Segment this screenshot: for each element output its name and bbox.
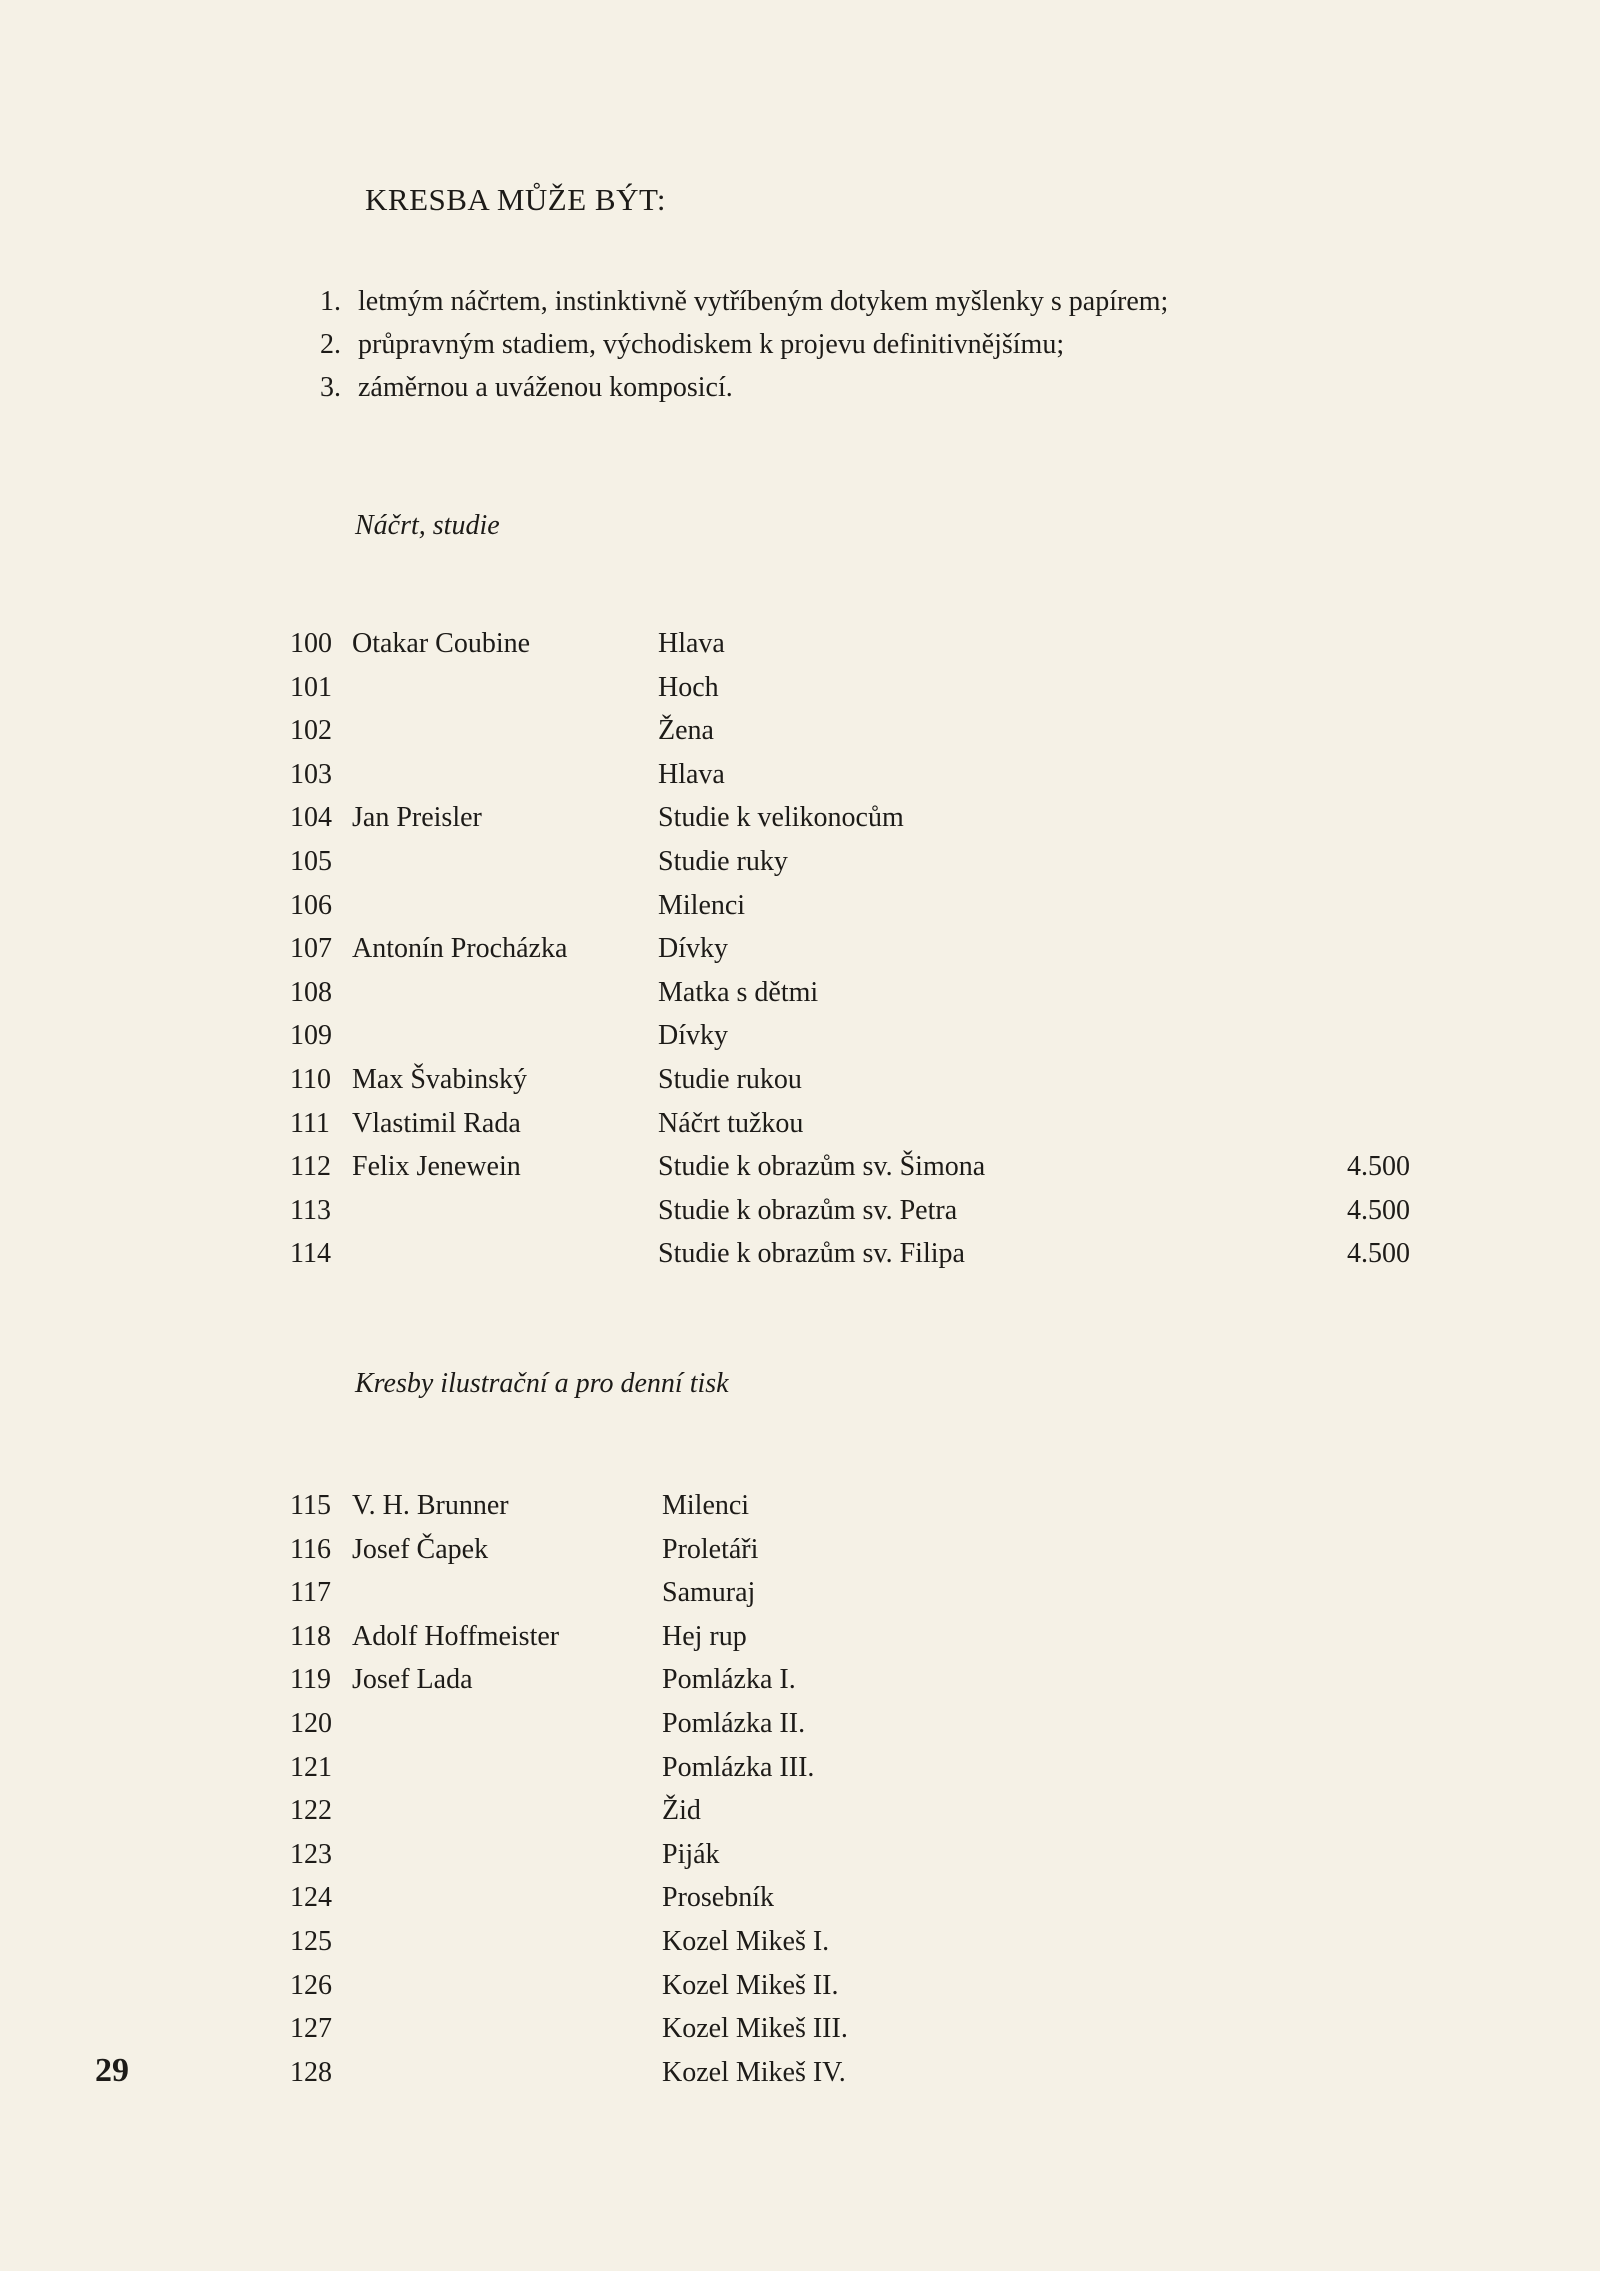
table-row xyxy=(290,1232,1410,1276)
table-row xyxy=(290,1702,1410,1746)
catalog-artist: Josef Lada xyxy=(352,1664,473,1696)
table-row xyxy=(290,753,1410,797)
intro-item-number: 3. xyxy=(320,372,341,403)
catalog-num: 116 xyxy=(290,1533,331,1565)
intro-item-number: 2. xyxy=(320,329,341,360)
table-row xyxy=(290,796,1410,840)
catalog-work: Kozel Mikeš III. xyxy=(662,2013,848,2045)
catalog-price: 4.500 xyxy=(1347,1194,1410,1226)
catalog-num: 109 xyxy=(290,1020,332,1052)
catalog-num: 111 xyxy=(290,1107,330,1139)
catalog-num: 119 xyxy=(290,1664,331,1696)
catalog-num: 125 xyxy=(290,1925,332,1957)
catalog-artist: Felix Jenewein xyxy=(352,1151,521,1183)
table-row xyxy=(290,1484,1410,1528)
table-row xyxy=(290,709,1410,753)
catalog-work: Dívky xyxy=(658,1020,728,1052)
catalog-num: 110 xyxy=(290,1063,331,1095)
catalog-work: Prosebník xyxy=(662,1882,774,1914)
intro-item-text: průpravným stadiem, východiskem k projevu definitivnějšímu; xyxy=(358,329,1065,360)
catalog-num: 107 xyxy=(290,933,332,965)
catalog-artist: Jan Preisler xyxy=(352,802,482,834)
table-row xyxy=(290,666,1410,710)
catalog-work: Pomlázka II. xyxy=(662,1707,806,1739)
catalog-num: 104 xyxy=(290,802,332,834)
catalog-work: Hlava xyxy=(658,758,725,790)
table-row xyxy=(290,1746,1410,1790)
catalog-num: 120 xyxy=(290,1707,332,1739)
table-row xyxy=(290,840,1410,884)
catalog-num: 124 xyxy=(290,1882,332,1914)
table-row xyxy=(290,927,1410,971)
catalog-work: Piják xyxy=(662,1838,720,1870)
catalog-work: Žid xyxy=(662,1795,701,1827)
table-row xyxy=(290,1571,1410,1615)
section-title-sketches: Náčrt, studie xyxy=(355,510,500,541)
catalog-num: 101 xyxy=(290,671,332,703)
catalog-artist: Otakar Coubine xyxy=(352,628,531,659)
section-title-illustrations: Kresby ilustrační a pro denní tisk xyxy=(355,1368,729,1399)
catalog-work: Hoch xyxy=(658,671,719,703)
catalog-num: 112 xyxy=(290,1151,331,1183)
table-row xyxy=(290,1058,1410,1102)
table-row xyxy=(290,971,1410,1015)
catalog-work: Hlava xyxy=(658,628,725,659)
catalog-num: 128 xyxy=(290,2056,332,2088)
table-row xyxy=(290,1014,1410,1058)
intro-item xyxy=(320,286,1168,318)
catalog-work: Milenci xyxy=(658,889,746,921)
table-row xyxy=(290,1658,1410,1702)
catalog-num: 102 xyxy=(290,715,332,747)
catalog-num: 100 xyxy=(290,628,332,659)
table-row xyxy=(290,1102,1410,1146)
catalog-work: Pomlázka III. xyxy=(662,1751,815,1783)
table-row xyxy=(290,1189,1410,1233)
catalog-price: 4.500 xyxy=(1347,1238,1410,1270)
catalog-num: 117 xyxy=(290,1577,331,1609)
catalog-work: Dívky xyxy=(658,933,728,965)
catalog-work: Studie k velikonocům xyxy=(658,802,904,834)
table-row xyxy=(290,1789,1410,1833)
table-row xyxy=(290,1876,1410,1920)
intro-item xyxy=(320,329,1064,361)
table-row xyxy=(290,884,1410,928)
catalog-artist: Vlastimil Rada xyxy=(352,1107,521,1139)
intro-item-number: 1. xyxy=(320,286,341,317)
intro-item xyxy=(320,372,733,404)
catalog-work: Kozel Mikeš II. xyxy=(662,1969,839,2001)
catalog-work: Kozel Mikeš I. xyxy=(662,1925,830,1957)
catalog-artist: Josef Čapek xyxy=(352,1533,489,1565)
catalog-num: 113 xyxy=(290,1194,331,1226)
catalog-num: 103 xyxy=(290,758,332,790)
catalog-artist: Antonín Procházka xyxy=(352,933,568,965)
table-row xyxy=(290,1833,1410,1877)
catalog-num: 114 xyxy=(290,1238,331,1270)
catalog-num: 123 xyxy=(290,1838,332,1870)
catalog-num: 108 xyxy=(290,976,332,1008)
catalog-num: 126 xyxy=(290,1969,332,2001)
catalog-num: 118 xyxy=(290,1620,331,1652)
page-heading: KRESBA MŮŽE BÝT: xyxy=(365,182,666,217)
catalog-work: Hej rup xyxy=(662,1620,747,1652)
intro-item-text: letmým náčrtem, instinktivně vytříbeným dotykem myšlenky s papírem; xyxy=(358,286,1169,317)
catalog-work: Studie k obrazům sv. Petra xyxy=(658,1194,958,1226)
catalog-artist: Adolf Hoffmeister xyxy=(352,1620,560,1652)
catalog-work: Žena xyxy=(658,715,714,747)
table-row xyxy=(290,1528,1410,1572)
catalog-work: Studie ruky xyxy=(658,845,788,877)
catalog-num: 122 xyxy=(290,1795,332,1827)
table-row xyxy=(290,2051,1410,2095)
catalog-work: Kozel Mikeš IV. xyxy=(662,2056,846,2088)
table-row xyxy=(290,1145,1410,1189)
catalog-price: 4.500 xyxy=(1347,1151,1410,1183)
intro-item-text: záměrnou a uváženou komposicí. xyxy=(358,372,733,403)
catalog-table-illustrations xyxy=(290,1484,1410,2094)
catalog-work: Pomlázka I. xyxy=(662,1664,796,1696)
catalog-work: Proletáři xyxy=(662,1533,759,1565)
catalog-num: 106 xyxy=(290,889,332,921)
page-number: 29 xyxy=(95,2052,129,2089)
catalog-work: Náčrt tužkou xyxy=(658,1107,804,1139)
catalog-work: Milenci xyxy=(662,1490,750,1521)
catalog-num: 121 xyxy=(290,1751,332,1783)
table-row xyxy=(290,1920,1410,1964)
catalog-work: Studie k obrazům sv. Filipa xyxy=(658,1238,965,1270)
catalog-table-sketches xyxy=(290,622,1410,1276)
catalog-num: 127 xyxy=(290,2013,332,2045)
catalog-work: Studie k obrazům sv. Šimona xyxy=(658,1151,986,1183)
catalog-artist: Max Švabinský xyxy=(352,1063,527,1095)
table-row xyxy=(290,2007,1410,2051)
catalog-work: Matka s dětmi xyxy=(658,976,819,1008)
catalog-num: 115 xyxy=(290,1490,331,1521)
catalog-num: 105 xyxy=(290,845,332,877)
catalog-artist: V. H. Brunner xyxy=(352,1490,509,1521)
table-row xyxy=(290,1615,1410,1659)
table-row xyxy=(290,1964,1410,2008)
catalog-work: Studie rukou xyxy=(658,1063,802,1095)
catalog-work: Samuraj xyxy=(662,1577,756,1609)
table-row xyxy=(290,622,1410,666)
